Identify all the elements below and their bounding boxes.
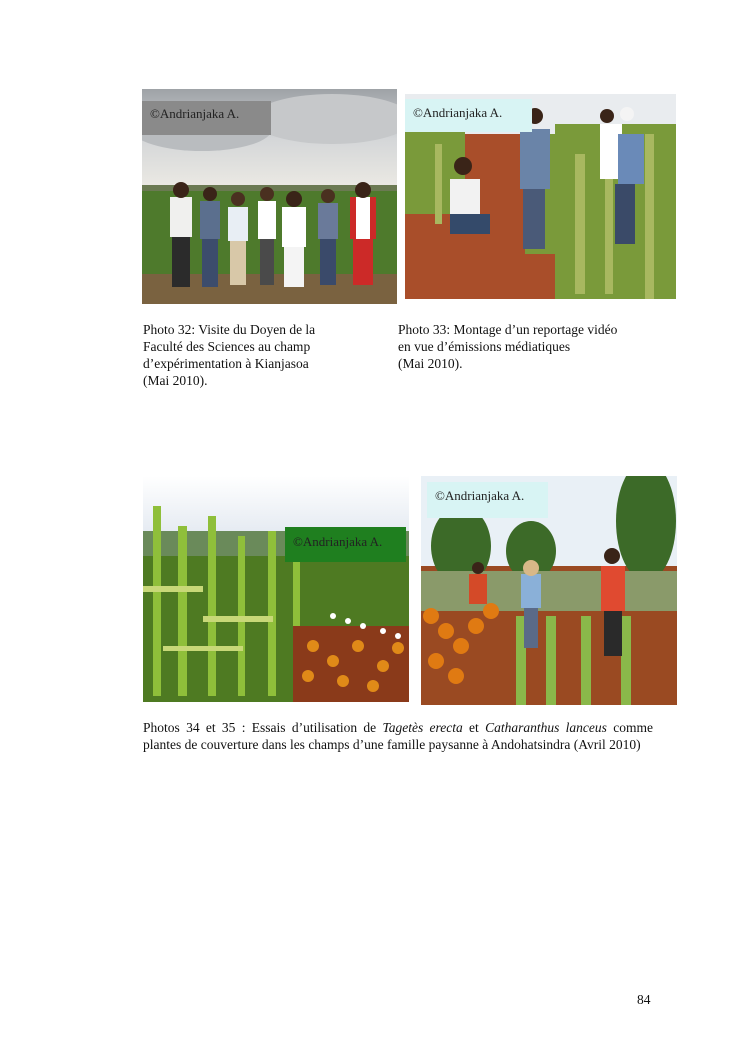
- photos-34-35-caption: [143, 719, 653, 753]
- photo-35-credit: ©Andrianjaka A.: [427, 482, 548, 518]
- photo-34-credit: ©Andrianjaka A.: [285, 527, 406, 562]
- caption-conj: et: [462, 720, 486, 735]
- photo-32-credit: ©Andrianjaka A.: [142, 101, 271, 135]
- photo-34: [143, 476, 409, 702]
- photo-33-credit: ©Andrianjaka A.: [405, 99, 532, 132]
- photo-33-caption: Photo 33: Montage d’un reportage vidéo en vue d’émissions médiatiques (Mai 2010).: [398, 322, 618, 371]
- species-catharanthus: Catharanthus lanceus: [485, 720, 607, 735]
- caption-suffix: comme plantes de couverture dans les champs d’une famille paysanne à Andohatsindra (Avril 2010): [143, 720, 653, 752]
- photo-32-caption: Photo 32: Visite du Doyen de la Faculté des Sciences au champ d’expérimentation à Kianjasoa (Mai 2010).: [143, 322, 316, 388]
- caption-prefix: Photos 34 et 35 : Essais d’utilisation de: [143, 720, 383, 735]
- species-tagetes: Tagetès erecta: [382, 720, 463, 735]
- page-number: 84: [637, 992, 651, 1007]
